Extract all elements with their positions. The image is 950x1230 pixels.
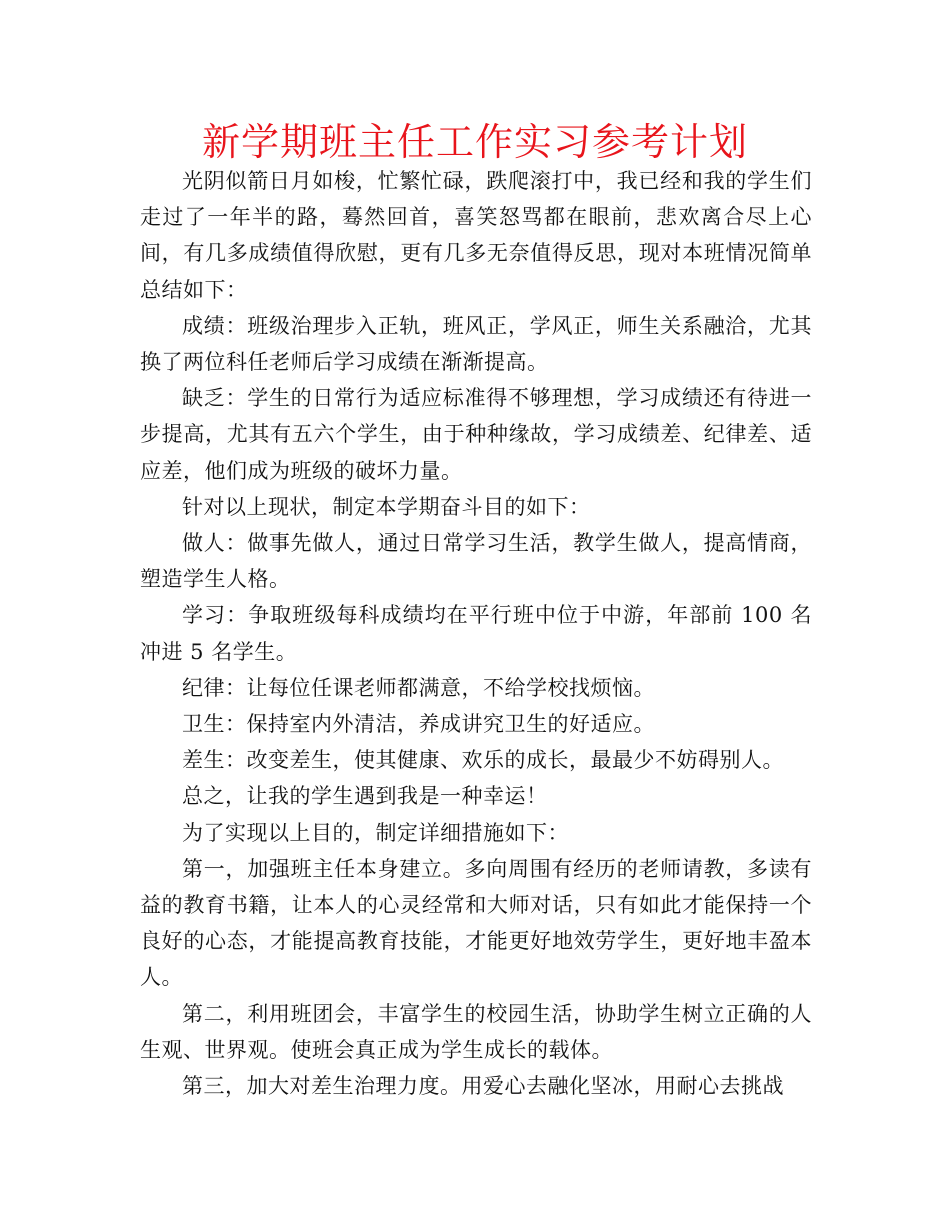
- paragraph-shortcomings: 缺乏：学生的日常行为适应标准得不够理想，学习成绩还有待进一步提高，尤其有五六个学生，由于种种缘故，学习成绩差、纪律差、适应差，他们成为班级的破坏力量。: [140, 386, 812, 483]
- paragraph-goal-character: 做人：做事先做人，通过日常学习生活，教学生做人，提高情商，塑造学生人格。: [140, 531, 812, 592]
- paragraph-measure-3: 第三，加大对差生治理力度。用爱心去融化坚冰，用耐心去挑战: [182, 1074, 784, 1099]
- document-title: 新学期班主任工作实习参考计划: [201, 120, 748, 164]
- paragraph-goal-hygiene: 卫生：保持室内外清洁，养成讲究卫生的好适应。: [182, 712, 655, 737]
- paragraph-measures-intro: 为了实现以上目的，制定详细措施如下：: [182, 820, 569, 845]
- paragraph-measure-1: 第一，加强班主任本身建立。多向周围有经历的老师请教，多读有益的教育书籍，让本人的心灵经常和大师对话，只有如此才能保持一个良好的心态，才能提高教育技能，才能更好地效劳学生，更好地丰盈本人。: [140, 856, 812, 990]
- paragraph-achievements: 成绩：班级治理步入正轨，班风正，学风正，师生关系融洽，尤其换了两位科任老师后学习成绩在渐渐提高。: [140, 313, 812, 375]
- document-body: [140, 163, 812, 1104]
- paragraph-goals-intro: 针对以上现状，制定本学期奋斗目的如下：: [182, 494, 591, 519]
- paragraph-summary: 总之，让我的学生遇到我是一种幸运！: [182, 784, 548, 809]
- paragraph-intro: 光阴似箭日月如梭，忙繁忙碌，跌爬滚打中，我已经和我的学生们走过了一年半的路，蓦然回首，喜笑怒骂都在眼前，悲欢离合尽上心间，有几多成绩值得欣慰，更有几多无奈值得反思，现对本班情况简单总结如下：: [140, 169, 812, 302]
- paragraph-measure-2: 第二，利用班团会，丰富学生的校园生活，协助学生树立正确的人生观、世界观。使班会真正成为学生成长的载体。: [140, 1001, 812, 1062]
- paragraph-goal-struggling-students: 差生：改变差生，使其健康、欢乐的成长，最最少不妨碍别人。: [182, 748, 784, 773]
- paragraph-goal-discipline: 纪律：让每位任课老师都满意，不给学校找烦恼。: [182, 675, 655, 700]
- paragraph-goal-study: 学习：争取班级每科成绩均在平行班中位于中游，年部前 100 名冲进 5 名学生。: [140, 603, 812, 664]
